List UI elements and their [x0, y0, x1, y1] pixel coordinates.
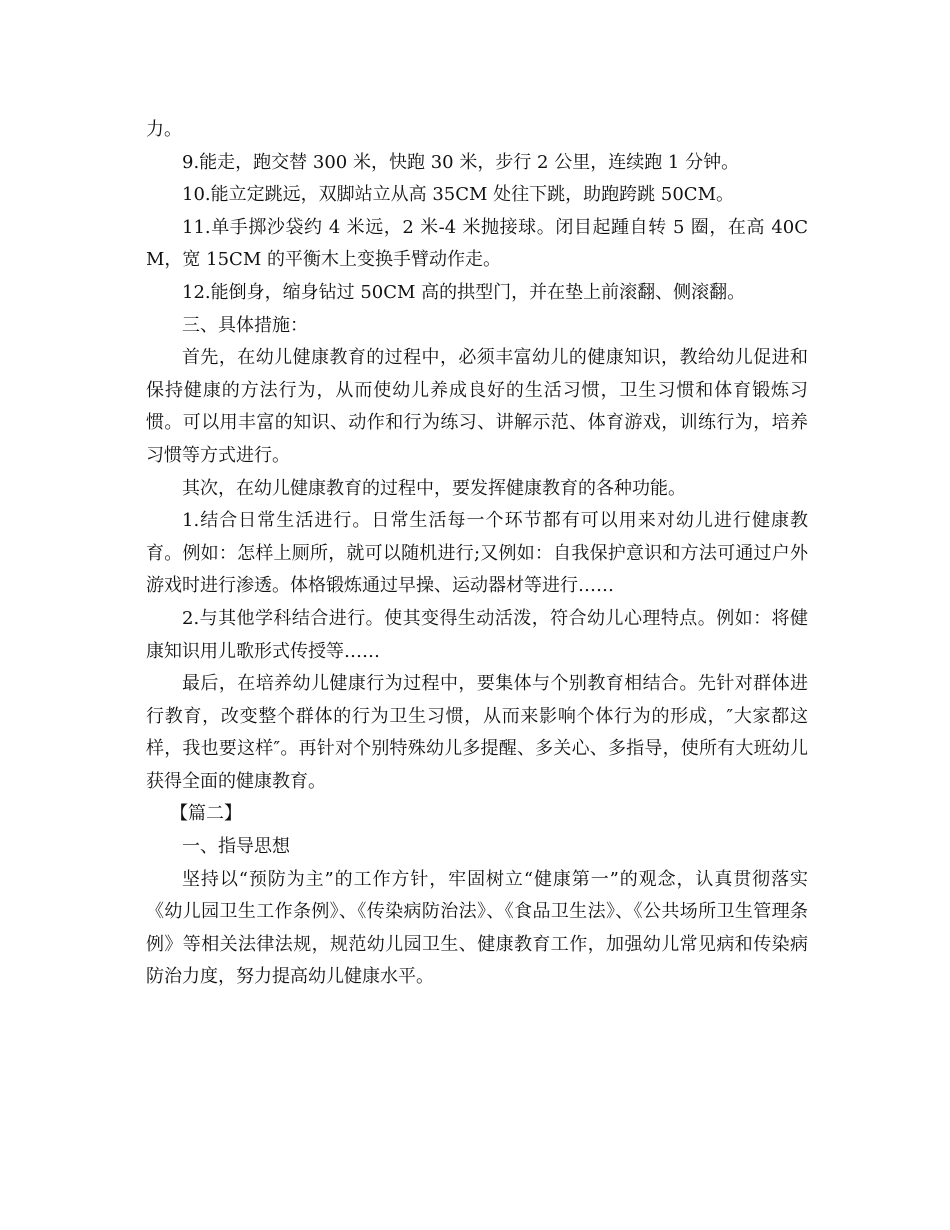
- section-heading-part-two: 【篇二】: [170, 803, 242, 825]
- paragraph-second: 其次，在幼儿健康教育的过程中，要发挥健康教育的各种功能。: [182, 477, 686, 499]
- paragraph-other-subjects: 2.与其他学科结合进行。使其变得生动活泼，符合幼儿心理特点。例如：将健康知识用儿歌形式传授等……: [146, 607, 808, 662]
- paragraph-item-9: 9.能走，跑交替 300 米，快跑 30 米，步行 2 公里，连续跑 1 分钟。: [182, 151, 740, 173]
- paragraph-finally: 最后，在培养幼儿健康行为过程中，要集体与个别教育相结合。先针对群体进行教育，改变整个群体的行为卫生习惯，从而来影响个体行为的形成，″大家都这样，我也要这样″。再针对个别特殊幼儿多提醒、多关心、多指导，使所有大班幼儿获得全面的健康教育。: [146, 673, 808, 792]
- paragraph-guiding-ideology: 坚持以“预防为主”的工作方针，牢固树立“健康第一”的观念，认真贯彻落实《幼儿园卫生工作条例》、《传染病防治法》、《食品卫生法》、《公共场所卫生管理条例》等相关法律法规，规范幼儿园卫生、健康教育工作，加强幼儿常见病和传染病防治力度，努力提高幼儿健康水平。: [146, 868, 808, 988]
- paragraph-continuation: 力。: [146, 119, 182, 140]
- paragraph-daily-life: 1.结合日常生活进行。日常生活每一个环节都有可以用来对幼儿进行健康教育。例如：怎样上厕所，就可以随机进行;又例如：自我保护意识和方法可通过户外游戏时进行渗透。体格锻炼通过早操、运动器材等进行……: [146, 510, 808, 597]
- paragraph-first: 首先，在幼儿健康教育的过程中，必须丰富幼儿的健康知识，教给幼儿促进和保持健康的方法行为，从而使幼儿养成良好的生活习惯，卫生习惯和体育锻炼习惯。可以用丰富的知识、动作和行为练习、讲解示范、体育游戏，训练行为，培养习惯等方式进行。: [146, 347, 808, 466]
- section-heading-measures: 三、具体措施：: [182, 314, 308, 336]
- paragraph-item-10: 10.能立定跳远，双脚站立从高 35CM 处往下跳，助跑跨跳 50CM。: [182, 184, 735, 206]
- paragraph-item-12: 12.能倒身，缩身钻过 50CM 高的拱型门，并在垫上前滚翻、侧滚翻。: [182, 281, 746, 303]
- paragraph-item-11: 11.单手掷沙袋约 4 米远，2 米-4 米抛接球。闭目起踵自转 5 圈，在高 40CM，宽 15CM 的平衡木上变换手臂动作走。: [146, 216, 808, 271]
- section-heading-guiding-ideology: 一、指导思想: [182, 836, 290, 858]
- document-page: [146, 114, 808, 994]
